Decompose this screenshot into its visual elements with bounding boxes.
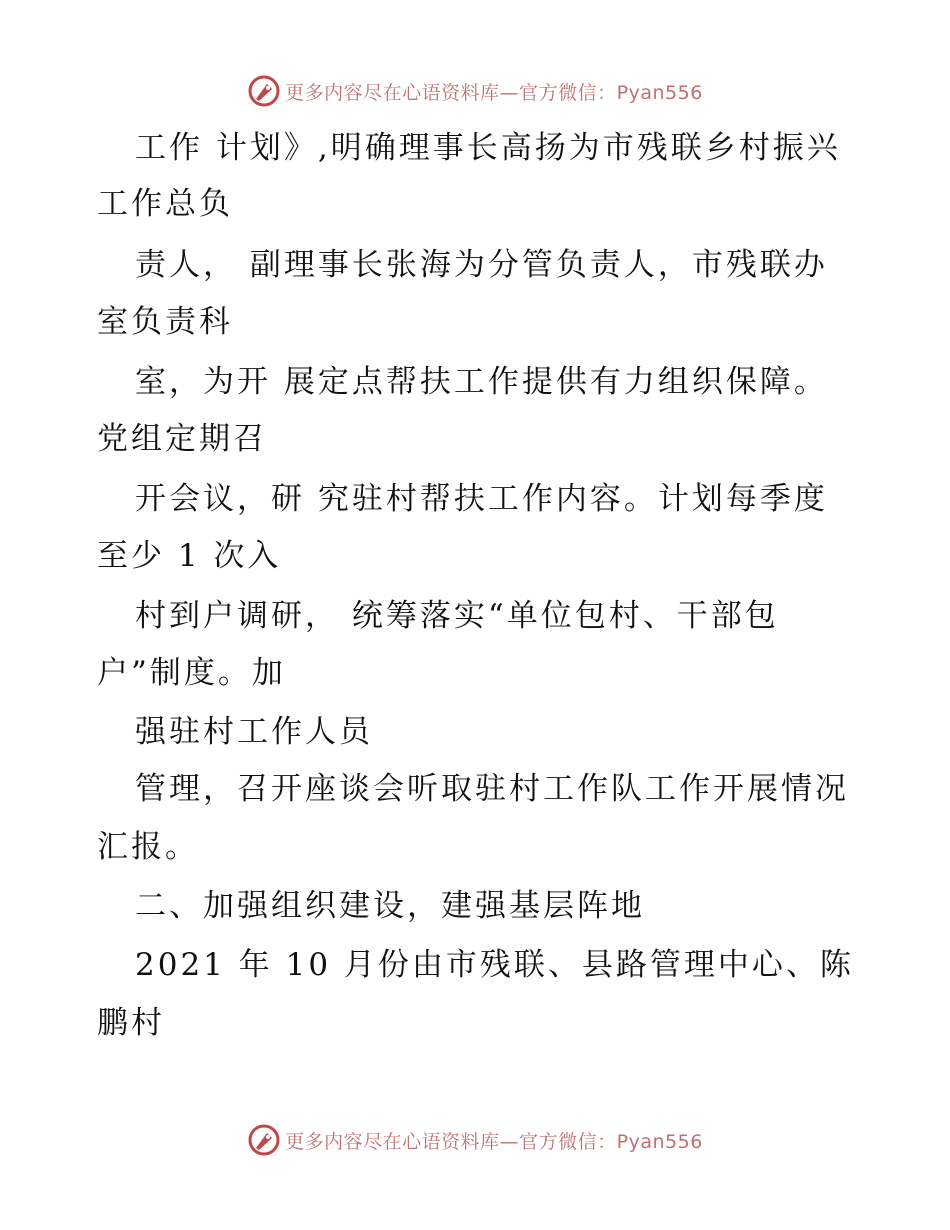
text-line: 管理，召开座谈会听取驻村工作队工作开展情况 <box>135 771 849 807</box>
header-watermark <box>0 74 950 108</box>
text-line: 户”制度。加 <box>97 655 286 691</box>
text-line: 室，为开 展定点帮扶工作提供有力组织保障。 <box>135 364 828 400</box>
text-line: 开会议，研 究驻村帮扶工作内容。计划每季度 <box>135 481 828 517</box>
text-line: 至少 1 次入 <box>97 538 282 574</box>
watermark-text: 更多内容尽在心语资料库—官方微信：Pyan556 <box>285 81 703 104</box>
text-line: 鹏村 <box>97 1005 165 1041</box>
text-line: 工作 计划》,明确理事长高扬为市残联乡村振兴 <box>135 130 841 166</box>
text-line: 强驻村工作人员 <box>135 714 373 750</box>
pen-nib-logo-icon <box>247 74 281 108</box>
footer-watermark <box>0 1123 950 1157</box>
text-line: 室负责科 <box>97 304 233 340</box>
watermark-text: 更多内容尽在心语资料库—官方微信：Pyan556 <box>285 1130 703 1153</box>
text-line: 工作总负 <box>97 186 233 222</box>
text-line: 责人， 副理事长张海为分管负责人，市残联办 <box>135 247 828 283</box>
text-line: 二、加强组织建设，建强基层阵地 <box>135 888 645 924</box>
text-line: 汇报。 <box>97 829 199 865</box>
text-line: 村到户调研， 统筹落实“单位包村、干部包 <box>135 598 779 634</box>
text-line: 党组定期召 <box>97 421 267 457</box>
text-line: 2021 年 10 月份由市残联、县路管理中心、陈 <box>135 947 854 983</box>
pen-nib-logo-icon <box>247 1123 281 1157</box>
